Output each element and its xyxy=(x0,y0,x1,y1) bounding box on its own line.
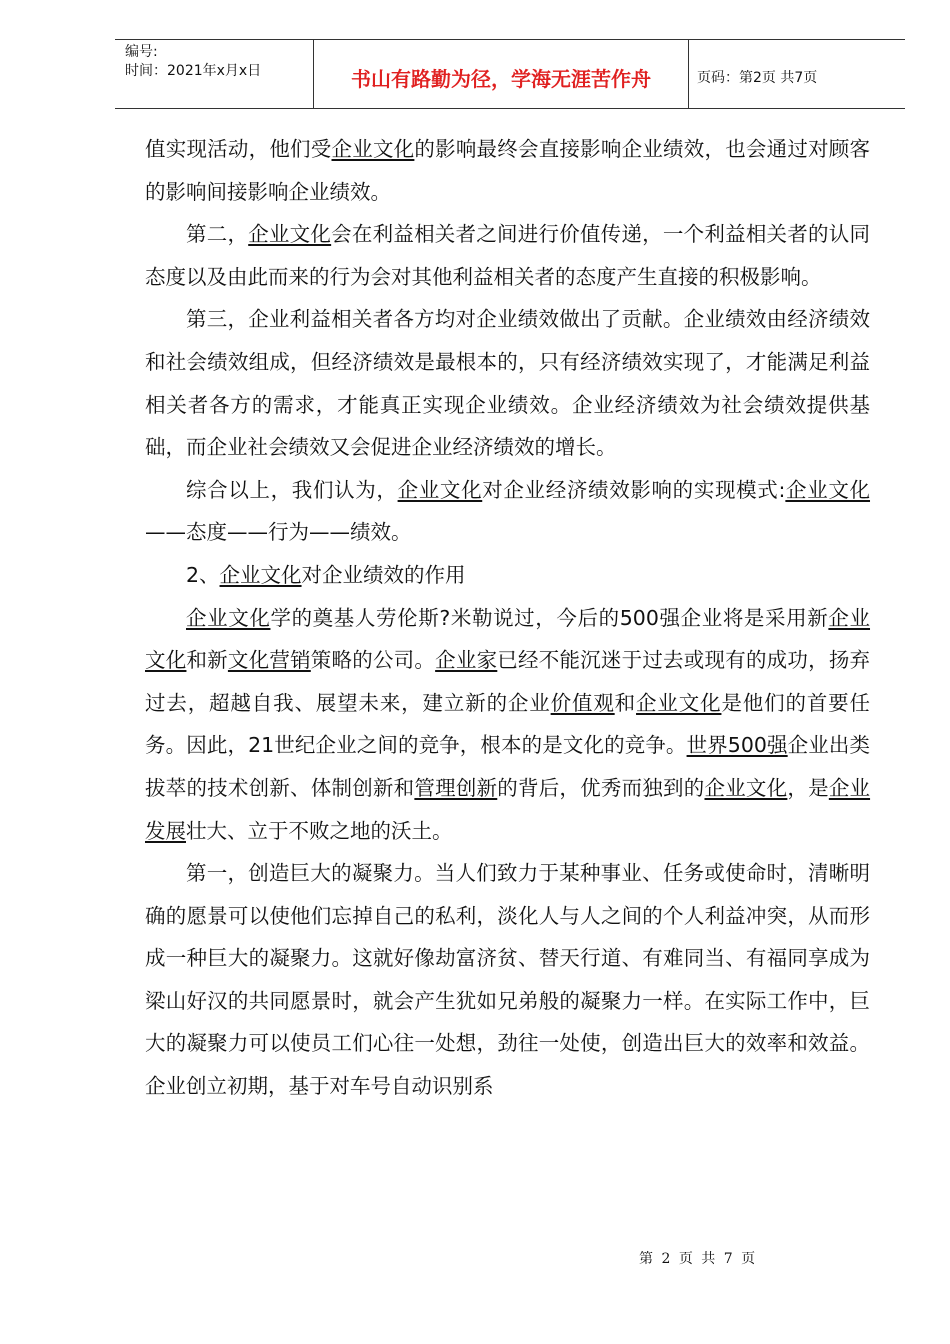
paragraph-text: 第三，企业利益相关者各方均对企业绩效做出了贡献。企业绩效由经济绩效和社会绩效组成，但经济绩效是最根本的，只有经济绩效实现了，才能满足利益相关者各方的需求，才能真正实现企业绩效。企业经济绩效为社会绩效提供基础，而企业社会绩效又会促进企业经济绩效的增长。 xyxy=(145,307,870,460)
footer-text: 页 xyxy=(678,1251,693,1267)
paragraph xyxy=(145,298,870,468)
hyperlink-term[interactable]: 企业文化 xyxy=(219,562,302,587)
hyperlink-term[interactable]: 价值观 xyxy=(550,690,615,715)
footer-text: 共 xyxy=(701,1251,716,1267)
paragraph-text: 的背后，优秀而独到的 xyxy=(497,775,705,800)
hyperlink-term[interactable]: 管理创新 xyxy=(414,775,498,800)
section-heading xyxy=(145,554,870,597)
header-meta xyxy=(115,40,314,108)
hyperlink-term[interactable]: 文化营销 xyxy=(227,648,311,673)
hyperlink-term[interactable]: 企业文化 xyxy=(636,690,722,715)
paragraph-text: 学的奠基人劳伦斯?米勒说过，今后的500强企业将是采用新 xyxy=(270,605,829,630)
paragraph xyxy=(145,469,870,554)
hyperlink-term[interactable]: 企业家 xyxy=(435,648,498,673)
paragraph-text: 是他们的首要任务。因此，21世纪企业之间的竞争，根本的是文化的竞争。 xyxy=(145,690,871,758)
paragraph-text: ，是 xyxy=(787,775,829,800)
hyperlink-term[interactable]: 企业文化 xyxy=(145,605,871,673)
paragraph xyxy=(145,213,870,298)
paragraph-text: 企业出类拔萃的技术创新、体制创新和 xyxy=(145,733,870,800)
hyperlink-term[interactable]: 企业文化 xyxy=(397,477,483,502)
footer-text: 页 xyxy=(741,1251,756,1267)
paragraph-text: 策略的公司。 xyxy=(310,648,436,673)
paragraph-text: 对企业绩效的作用 xyxy=(301,562,466,587)
paragraph-text: 壮大、立于不败之地的沃土。 xyxy=(186,818,453,843)
paragraph-text: 值实现活动，他们受 xyxy=(145,137,332,161)
paragraph xyxy=(145,597,870,853)
paragraph-text: 2、 xyxy=(186,562,220,587)
time-label: 时间：2021年x月x日 xyxy=(125,63,262,79)
paragraph-text: 会在利益相关者之间进行价值传递，一个利益相关者的认同态度以及由此而来的行为会对其他利益相关者的态度产生直接的积极影响。 xyxy=(145,222,870,289)
header-motto: 书山有路勤为径，学海无涯苦作舟 xyxy=(314,40,689,108)
document-body xyxy=(145,128,870,1108)
paragraph xyxy=(145,852,870,1108)
hyperlink-term[interactable]: 世界500强 xyxy=(686,733,788,758)
footer-text: 第 xyxy=(639,1251,653,1267)
paragraph xyxy=(145,128,870,213)
paragraph-text: 第一，创造巨大的凝聚力。当人们致力于某种事业、任务或使命时，清晰明确的愿景可以使他们忘掉自己的私利，淡化人与人之间的个人利益冲突，从而形成一种巨大的凝聚力。这就好像劫富济贫、替天行道、有难同当、有福同享成为梁山好汉的共同愿景时，就会产生犹如兄弟般的凝聚力一样。在实际工作中，巨大的凝聚力可以使员工们心往一处想，劲往一处使，创造出巨大的效率和效益。企业创立初期，基于对车号自动识别系 xyxy=(145,861,870,1099)
paragraph-text: 和 xyxy=(614,690,637,715)
page-header xyxy=(115,39,905,109)
paragraph-text: 综合以上，我们认为， xyxy=(186,477,398,502)
paragraph-text: 第二， xyxy=(186,222,249,247)
hyperlink-term[interactable]: 企业文化 xyxy=(248,222,332,247)
footer-page-number: 2 xyxy=(661,1251,671,1267)
header-page-info: 页码：第2页 共7页 xyxy=(697,70,818,86)
footer-total-pages: 7 xyxy=(723,1251,733,1267)
hyperlink-term[interactable]: 企业文化 xyxy=(331,137,415,161)
paragraph-text: ——态度——行为——绩效。 xyxy=(145,520,412,545)
paragraph-text: 已经不能沉迷于过去或现有的成功，扬弃过去，超越自我、展望未来，建立新的企业 xyxy=(145,648,871,715)
hyperlink-term[interactable]: 企业文化 xyxy=(186,605,271,630)
hyperlink-term[interactable]: 企业发展 xyxy=(145,775,871,843)
paragraph-text: 和新 xyxy=(186,648,228,673)
paragraph-text: 的影响最终会直接影响企业绩效，也会通过对顾客的影响间接影响企业绩效。 xyxy=(145,137,871,204)
code-label: 编号: xyxy=(125,44,158,60)
hyperlink-term[interactable]: 企业文化 xyxy=(785,477,871,502)
paragraph-text: 对企业经济绩效影响的实现模式: xyxy=(482,477,786,502)
hyperlink-term[interactable]: 企业文化 xyxy=(704,775,788,800)
